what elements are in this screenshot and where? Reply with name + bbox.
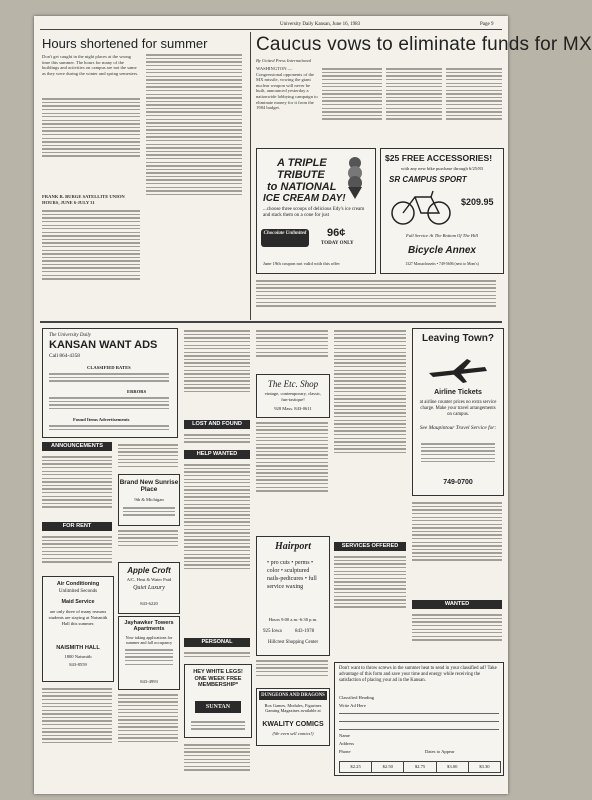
naismith-title: Air Conditioning — [56, 581, 100, 587]
column-rule — [250, 32, 251, 320]
left-body-text-col2 — [146, 52, 242, 197]
etc-name: The Etc. Shop — [267, 379, 319, 389]
form-heading-label: Classified Heading — [339, 695, 375, 700]
hairport-items: • pro cuts • perms • color • sculptured nails-pedicures • full service waxing — [267, 560, 317, 590]
naismith-addr: 1800 Naismith — [64, 654, 92, 659]
main-byline: By United Press International — [256, 58, 312, 63]
sunrise-place-ad — [118, 474, 180, 526]
ad-price-note: TODAY ONLY — [321, 241, 354, 246]
personal-text-2 — [184, 742, 250, 773]
col6-text — [412, 500, 502, 563]
sunrise-addr: 9th & Michigan — [134, 497, 164, 502]
wanted-header: WANTED — [412, 600, 502, 609]
main-body-col2 — [322, 66, 382, 122]
naismith-name: NAISMITH HALL — [56, 645, 100, 651]
travel-sub: Airline Tickets — [434, 389, 482, 396]
jayhawker-phone: 843-4993 — [140, 679, 158, 684]
etc-shop-ad — [256, 374, 330, 418]
main-continued-text — [256, 278, 496, 309]
dungeons-store: KWALITY COMICS — [262, 721, 324, 728]
apple-phone: 843-6220 — [140, 601, 158, 606]
want-paper: The University Daily — [49, 333, 91, 338]
rent-text-col2b — [118, 528, 178, 548]
form-line-1[interactable] — [339, 713, 499, 714]
wanted-text — [412, 612, 502, 643]
help-wanted-text — [184, 462, 250, 572]
jayhawker-body: Now taking applications for summer and fall occupancy — [125, 635, 173, 645]
for-rent-header: FOR RENT — [42, 522, 112, 531]
errors-heading: ERRORS — [127, 389, 147, 394]
hairport-addr: 925 Iowa — [263, 629, 282, 634]
ad-line3: to NATIONAL — [267, 181, 337, 193]
travel-body: at airline counter prices no extra service charge. Make your travel arrangements on campus. — [419, 400, 497, 417]
ad-line4: ICE CREAM DAY! — [263, 193, 346, 204]
services-header: SERVICES OFFERED — [334, 542, 406, 551]
want-title: KANSAN WANT ADS — [49, 339, 158, 351]
main-body-col3 — [386, 66, 442, 122]
newspaper-page — [34, 16, 592, 794]
bike-model: SR CAMPUS SPORT — [389, 175, 467, 184]
form-name-label: Name — [339, 733, 350, 738]
page-number: Page 9 — [480, 22, 494, 27]
naismith-phone: 843-8559 — [69, 662, 87, 667]
dungeons-title: DUNGEONS AND DRAGONS — [259, 691, 327, 700]
rent-text-col2c — [118, 692, 178, 744]
main-dateline: WASHINGTON — Congressional opponents of the MX missile, vowing the giant nuclear weapon will never be built, announced yesterday a nationwide lobbying campaign to eliminate money for it from the 1984 budget. — [256, 66, 318, 111]
bicycle-icon — [389, 187, 453, 227]
jayhawker-ad — [118, 616, 180, 690]
travel-phone: 749-0700 — [443, 479, 473, 486]
col4-text — [256, 328, 328, 359]
price-cell: $3.00 — [437, 762, 469, 772]
naismith-maid: Maid Service — [61, 599, 95, 605]
ad-line2: TRIBUTE — [277, 169, 325, 181]
legs-title: HEY WHITE LEGS! ONE WEEK FREE MEMBERSHIP* — [193, 669, 243, 689]
sunrise-details — [123, 505, 175, 518]
jayhawker-features — [125, 647, 173, 667]
bike-headline: $25 FREE ACCESSORIES! — [385, 153, 493, 163]
for-rent-text-2 — [42, 686, 112, 745]
ad-date-line: June 19th coupon not valid with this offer — [263, 261, 340, 266]
bike-store: Bicycle Annex — [408, 245, 476, 256]
left-headline: Hours shortened for summer — [42, 36, 208, 51]
col4-text-3 — [256, 658, 328, 678]
hairport-hours: Hours 9:00 a.m.-6:30 p.m. — [268, 617, 318, 622]
bicycle-ad — [380, 148, 504, 274]
col5-text — [334, 328, 406, 455]
apple-croft-ad — [118, 562, 180, 614]
want-phone: Call 864-4358 — [49, 353, 80, 359]
hairport-name: Hairport — [274, 541, 312, 552]
bike-tagline: Full Service At The Bottom Of The Hill — [405, 233, 478, 238]
form-phone-label: Phone — [339, 749, 351, 754]
col3-text — [184, 328, 250, 395]
help-wanted-header: HELP WANTED — [184, 450, 250, 459]
etc-desc: vintage, contemporary, classic, fun-tastique! — [264, 391, 322, 402]
left-intro: Don't get caught in the night places at the wrong time this summer. The hours for many of the buildings and activities on campus are not the same as they were during the winter and spring semesters. — [42, 54, 139, 76]
price-cell: $2.25 — [340, 762, 372, 772]
sunrise-title: Brand New Sunrise Place — [119, 479, 179, 493]
travel-list — [421, 441, 495, 465]
form-address-label: Address — [339, 741, 355, 746]
hairport-phone: 843-1978 — [295, 629, 315, 634]
dungeons-ad — [256, 688, 330, 746]
price-cell: $2.75 — [404, 762, 436, 772]
airplane-icon — [427, 357, 489, 385]
errors-text — [49, 395, 169, 412]
suntan-ad — [184, 664, 252, 738]
price-cell: $2.50 — [372, 762, 404, 772]
suntan-logo: SUNTAN — [195, 701, 241, 713]
apple-line: A/C, Heat & Water Paid — [126, 577, 172, 582]
dungeons-note: (We even sell comics!) — [272, 731, 314, 736]
form-write-label: Write Ad Here — [339, 703, 366, 708]
personal-text — [184, 650, 250, 659]
bike-price: $209.95 — [461, 197, 494, 207]
naismith-sub: Unlimited Seconds — [58, 589, 98, 594]
form-dates-label: Dates to Appear — [425, 749, 455, 754]
hairport-place: Hillcrest Shopping Center — [267, 640, 319, 645]
dungeons-sub: Box Games, Modules, Figurines Gaming Magazines available at — [264, 703, 322, 714]
main-body-col4 — [446, 66, 502, 122]
ad-price: 96¢ — [327, 227, 346, 239]
price-grid — [339, 761, 501, 773]
bike-sub: with any new bike purchase through 6/25/83 — [401, 166, 483, 171]
left-body-text-col1b — [42, 208, 140, 282]
announcements-text — [42, 454, 112, 510]
want-ads-box — [42, 328, 178, 438]
left-list-heading: FRANK R. BURGE SATELLITE UNION HOURS, JUNE 6-JULY 31 — [42, 194, 125, 205]
ice-cream-ad — [256, 148, 376, 274]
found-heading: Found Items Advertisements — [73, 417, 130, 422]
naismith-body: are only three of many reasons students are staying at Naismith Hall this summer. — [48, 609, 108, 626]
form-line-3[interactable] — [339, 729, 499, 730]
brand-logo: Chocolate Unlimited — [261, 229, 309, 247]
for-rent-text — [42, 534, 112, 565]
personal-header: PERSONAL — [184, 638, 250, 647]
form-lead: Don't want to throw screws in the summer heat to send in your classified ad? Take advantage of this form and save your time and energy while receiving the satisfaction of placing your ad in the Kansan. — [339, 666, 497, 683]
left-body-text-col1 — [42, 96, 140, 159]
classified-rates: CLASSIFIED RATES — [87, 365, 131, 370]
ice-cream-cone-icon — [341, 155, 369, 199]
form-line-2[interactable] — [339, 721, 499, 722]
apple-title: Apple Croft — [127, 566, 171, 575]
price-cell: $3.30 — [479, 764, 490, 769]
jayhawker-title: Jayhawker Towers Apartments — [124, 620, 174, 633]
apple-quiet: Quiet Luxury — [133, 585, 165, 591]
lost-found-text — [184, 432, 250, 445]
suntan-details — [191, 719, 245, 732]
ad-line1: A TRIPLE — [277, 157, 327, 169]
rent-text-col2 — [118, 442, 178, 469]
services-text — [334, 554, 406, 610]
etc-address: 928 Mass. 843-0611 — [274, 406, 312, 411]
header-rule — [40, 29, 502, 30]
found-text — [49, 423, 169, 432]
hairport-ad — [256, 536, 330, 656]
rates-table — [49, 371, 169, 384]
bike-address: 1327 Massachusetts • 749-5606 (next to Mom's) — [405, 262, 479, 266]
travel-agent: See Maupintour Travel Service for: — [419, 425, 497, 431]
announcements-header: ANNOUNCEMENTS — [42, 442, 112, 451]
travel-headline: Leaving Town? — [421, 333, 495, 344]
paper-dateline: University Daily Kansan, June 16, 1983 — [280, 22, 361, 27]
classified-order-form — [334, 662, 504, 776]
section-divider — [40, 321, 502, 323]
ad-sub: ...choose three scoops of delicious Edy's ice cream and stack them on a cone for just — [263, 207, 365, 218]
col4-text-2 — [256, 420, 328, 494]
main-headline: Caucus vows to eliminate funds for MX — [256, 34, 592, 55]
travel-ad — [412, 328, 504, 496]
lost-found-header: LOST AND FOUND — [184, 420, 250, 429]
naismith-ad — [42, 576, 114, 682]
